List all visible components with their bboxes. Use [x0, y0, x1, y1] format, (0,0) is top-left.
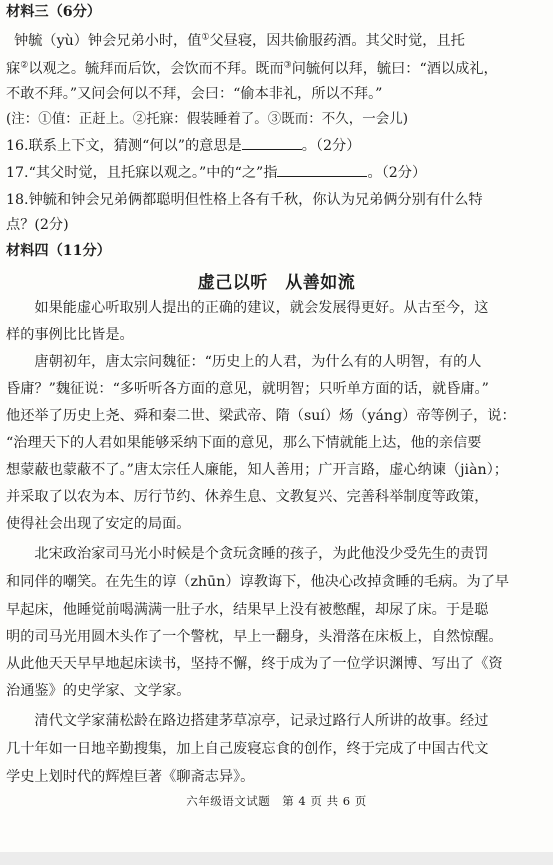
essay-line: 早起床，他睡觉前喝满满一肚子水，结果早上没有被憋醒，却尿了床。于是聪: [6, 602, 489, 618]
footnote-marker: ③: [283, 60, 292, 71]
essay-line: 清代文学家蒲松龄在路边搭建茅草凉亭，记录过路行人所讲的故事。经过: [6, 713, 489, 729]
essay-line: 从此他天天早早地起床读书，坚持不懈，终于成为了一位学识渊博、写出了《资: [6, 656, 503, 672]
essay-line: 几十年如一日地辛勤搜集，加上自己废寝忘食的创作，终于完成了中国古代文: [6, 741, 489, 757]
material-three-heading: 材料三（6分）: [6, 4, 101, 20]
footnotes: (注：①值：正赶上。②托寐：假装睡着了。③既而：不久，一会儿): [6, 111, 409, 127]
passage-line-2: [6, 59, 553, 79]
passage-text: 寐: [6, 61, 21, 77]
material-four-heading: 材料四（11分）: [6, 243, 111, 259]
essay-line: 北宋政治家司马光小时候是个贪玩贪睡的孩子，为此他没少受先生的责罚: [6, 546, 489, 562]
footnote-marker: ①: [201, 32, 210, 43]
essay-line: 想蒙蔽也蒙蔽不了。”唐太宗任人廉能，知人善用；广开言路，虚心纳谏（jiàn）；: [6, 462, 508, 478]
essay-line: 和同伴的嘲笑。在先生的谆（zhūn）谆教诲下，他决心改掉贪睡的毛病。为了早: [6, 574, 510, 590]
answer-blank[interactable]: [242, 135, 302, 150]
footnote-marker: ②: [20, 60, 29, 71]
passage-text: 问毓何以拜，毓曰：“酒以成礼，: [291, 61, 498, 77]
essay-line: 并采取了以农为本、厉行节约、休养生息、文教复兴、完善科举制度等政策，: [6, 489, 489, 505]
essay-line: 明的司马光用圆木头作了一个警枕，早上一翻身，头滑落在床板上，自然惊醒。: [6, 629, 503, 645]
question-text: 17.“其父时觉，且托寐以观之。”中的“之”指: [6, 165, 278, 181]
passage-line-3: 不敢不拜。”又问会何以不拜，会曰：“偷本非礼，所以不拜。”: [6, 86, 383, 102]
essay-line: 唐朝初年，唐太宗问魏征：“历史上的人君，为什么有的人明智，有的人: [6, 354, 482, 370]
question-16: [6, 135, 553, 156]
passage-text: 钟毓（yù）钟会兄弟小时，值: [14, 33, 202, 49]
essay-line: 学史上划时代的辉煌巨著《聊斋志异》。: [6, 769, 255, 785]
question-17: [6, 162, 553, 183]
answer-blank[interactable]: [277, 162, 367, 177]
passage-line-1: [14, 31, 553, 51]
passage-text: 父昼寝，因共偷服药酒。其父时觉，且托: [209, 33, 465, 49]
essay-line: 昏庸？”魏征说：“多听听各方面的意见，就明智；只听单方面的话，就昏庸。”: [6, 381, 489, 397]
question-points: 。（2分）: [367, 165, 427, 181]
essay-line: 他还举了历史上尧、舜和秦二世、梁武帝、隋（suí）炀（yáng）帝等例子，说：: [6, 408, 516, 424]
passage-text: 以观之。毓拜而后饮，会饮而不拜。既而: [28, 61, 284, 77]
scan-margin: [0, 852, 553, 865]
question-18-line-2: 点？(2分): [6, 217, 69, 233]
question-18-line-1: 18.钟毓和钟会兄弟俩都聪明但性格上各有千秋，你认为兄弟俩分别有什么特: [6, 192, 483, 208]
essay-line: 样的事例比比皆是。: [6, 327, 134, 343]
essay-line: 使得社会出现了安定的局面。: [6, 516, 191, 532]
question-points: 。（2分）: [301, 138, 361, 154]
page-footer: 六年级语文试题 第 4 页 共 6 页: [186, 794, 367, 808]
question-text: 16.联系上下文，猜测“何以”的意思是: [6, 138, 242, 154]
essay-line: 如果能虚心听取别人提出的正确的建议，就会发展得更好。从古至今，这: [6, 300, 489, 316]
essay-line: 治通鉴》的史学家、文学家。: [6, 683, 191, 699]
essay-title: 虚己以听 从善如流: [197, 273, 356, 293]
essay-line: “治理天下的人君如果能够采纳下面的意见，那么下情就能上达，他的亲信要: [6, 435, 482, 451]
